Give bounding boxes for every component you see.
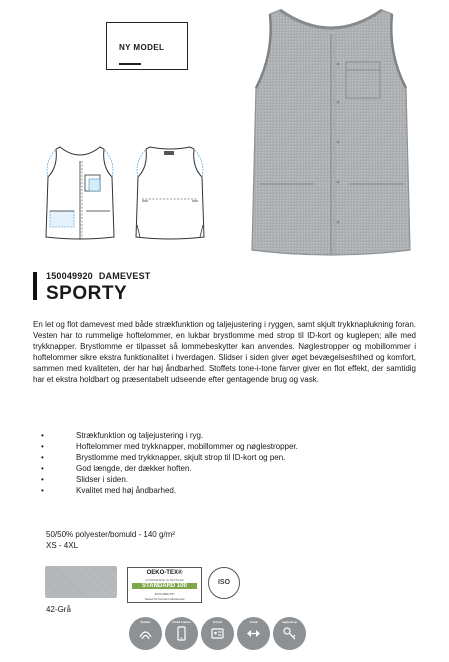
color-swatch: [45, 566, 117, 598]
key-strap-icon: nøglestrop: [273, 617, 306, 650]
feature-item: • Strækfunktion og taljejustering i ryg.: [33, 430, 416, 441]
feature-item: • Brystlomme med trykknapper, skjult strop til ID-kort og pen.: [33, 452, 416, 463]
product-code: 150049920: [46, 271, 93, 281]
breathable-icon: åndbar: [129, 617, 162, 650]
feature-item: • Kvalitet med høj åndbarhed.: [33, 485, 416, 496]
product-title: SPORTY: [46, 283, 128, 304]
iso-badge: [208, 567, 240, 599]
back-sketch: [128, 141, 212, 245]
title-accent-bar: [33, 272, 37, 300]
material-spec: 50/50% polyester/bomuld - 140 g/m²: [46, 530, 175, 539]
feature-list: [33, 430, 416, 496]
oeko-standard: STANDARD 100: [132, 583, 197, 589]
oeko-sub: CONFIDENCE IN TEXTILES: [145, 578, 184, 582]
product-code-line: [46, 271, 150, 281]
feature-item: • God længde, der dækker hoften.: [33, 463, 416, 474]
new-model-badge: [106, 22, 188, 70]
product-description: En let og flot damevest med både strækfunktion og taljejustering i ryggen, samt skjult trykknaplukning foran. Vesten har to rummelige hoftelommer, en lukbar brystlomme med strop til ID-kort og kuglepen; alle med trykknapper. Brystlomme er tilpasset så lommebeskytter kan anvendes. Nøglestropper og mobillommer i hoftelommer sikre ekstra funktionalitet i hverdagen. Slidser i siden giver øget bevægelsesfrihed og komfort, sammen med kvaliteten, der har høj åndbarhed. Stoffets tone-i-tone farver giver en flot effekt, der samtidig har et ekstra holdbart og præsentabelt udseende efter gentagende brug og vask.: [33, 320, 416, 384]
color-name: 42-Grå: [46, 605, 71, 614]
badge-underline: [119, 63, 141, 65]
iso-label: ISO: [217, 579, 231, 586]
size-range: XS - 4XL: [46, 541, 79, 550]
oeko-tex-label: [127, 567, 202, 603]
feature-item: • Hoftelommer med trykknapper, mobillommer og nøglestropper.: [33, 441, 416, 452]
product-category: DAMEVEST: [98, 271, 151, 281]
product-photo: [238, 2, 424, 264]
id-card-icon: id-kort: [201, 617, 234, 650]
feature-item: • Slidser i siden.: [33, 474, 416, 485]
oeko-note: Tested for harmful substances: [144, 597, 185, 601]
oeko-brand: OEKO-TEX®: [146, 570, 183, 576]
oeko-code: 2076-3566 DTI: [154, 592, 175, 596]
stretch-icon: stræk: [237, 617, 270, 650]
mobile-pocket-icon: mobil lomme: [165, 617, 198, 650]
front-sketch: [38, 141, 122, 245]
new-model-label: NY MODEL: [119, 43, 165, 52]
